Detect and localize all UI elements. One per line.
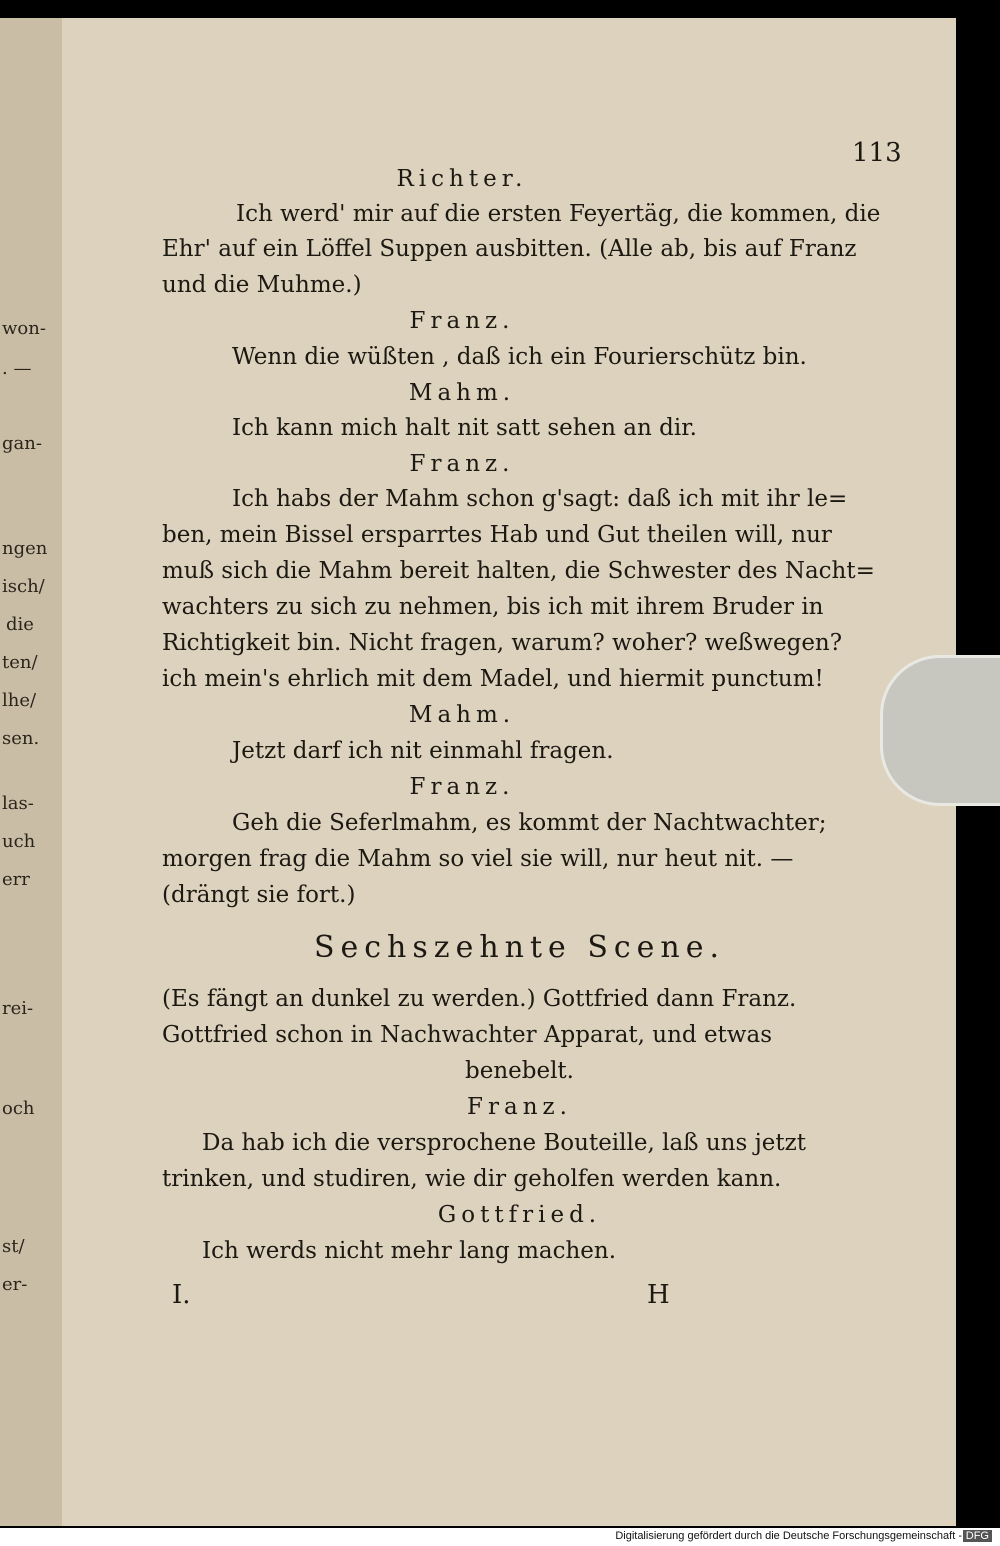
speaker-richter: Richter. (396, 166, 528, 192)
text-line: Richtigkeit bin. Nicht fragen, warum? woher? weßwegen? (162, 630, 843, 656)
speaker-gottfried: Gottfried. (437, 1202, 602, 1228)
text-line: Ich werd' mir auf die ersten Feyertäg, die kommen, die (236, 201, 881, 227)
signature-mark: I. (172, 1280, 191, 1310)
speaker-franz: Franz. (409, 451, 515, 477)
text-line: wachters zu sich zu nehmen, bis ich mit ihrem Bruder in (162, 594, 824, 620)
text-line: Ich habs der Mahm schon g'sagt: daß ich mit ihr le= (232, 486, 848, 512)
text-line: morgen frag die Mahm so viel sie will, nur heut nit. — (162, 846, 794, 872)
text-line: Ich werds nicht mehr lang machen. (202, 1238, 617, 1264)
speaker-mahm: Mahm. (408, 702, 516, 728)
dfg-logo-icon: DFG (963, 1530, 992, 1542)
text-line: und die Muhme.) (162, 272, 362, 298)
speaker-mahm: Mahm. (408, 380, 516, 406)
text-line: Wenn die wüßten , daß ich ein Fourierschütz bin. (232, 344, 807, 370)
text-line: ich mein's ehrlich mit dem Madel, und hiermit punctum! (162, 666, 824, 692)
margin-fragment: st/ (2, 1236, 25, 1257)
catchword: H (647, 1280, 670, 1310)
margin-fragment: sen. (2, 728, 40, 749)
text-line: Da hab ich die versprochene Bouteille, laß uns jetzt (202, 1130, 806, 1156)
margin-fragment: er- (2, 1274, 28, 1295)
margin-fragment: isch/ (2, 576, 45, 597)
margin-fragment: las- (2, 793, 34, 814)
margin-fragment: gan- (2, 433, 42, 454)
text-line: Ich kann mich halt nit satt sehen an dir. (232, 415, 697, 441)
margin-fragment: ngen (2, 538, 48, 559)
margin-fragment: die (6, 614, 34, 635)
text-line: Ehr' auf ein Löffel Suppen ausbitten. (Alle ab, bis auf Franz (162, 236, 857, 262)
stage-direction: Gottfried schon in Nachwachter Apparat, und etwas (162, 1022, 773, 1048)
margin-fragment: och (2, 1098, 35, 1119)
text-line: Jetzt darf ich nit einmahl fragen. (232, 738, 614, 764)
footer-bar (0, 1528, 1000, 1546)
page-clip (880, 655, 1000, 806)
book-page (62, 18, 956, 1526)
margin-fragment: err (2, 869, 30, 890)
stage-direction: benebelt. (464, 1058, 574, 1084)
page-number: 113 (852, 138, 902, 168)
margin-fragment: ten/ (2, 652, 38, 673)
text-line: Geh die Seferlmahm, es kommt der Nachtwachter; (232, 810, 827, 836)
margin-fragment: uch (2, 831, 36, 852)
margin-fragment: lhe/ (2, 690, 37, 711)
text-line: trinken, und studiren, wie dir geholfen werden kann. (162, 1166, 782, 1192)
left-page-fragments (0, 18, 64, 1526)
text-line: muß sich die Mahm bereit halten, die Schwester des Nacht= (162, 558, 875, 584)
stage-direction: (Es fängt an dunkel zu werden.) Gottfried dann Franz. (162, 986, 797, 1012)
speaker-franz: Franz. (409, 774, 515, 800)
text-line: ben, mein Bissel ersparrtes Hab und Gut theilen will, nur (162, 522, 832, 548)
footer-credit: Digitalisierung gefördert durch die Deutsche Forschungsgemeinschaft - (615, 1530, 962, 1542)
margin-fragment: rei- (2, 998, 34, 1019)
text-line: (drängt sie fort.) (162, 882, 356, 908)
margin-fragment: won- (2, 318, 46, 339)
speaker-franz: Franz. (467, 1094, 572, 1120)
scene-heading: Sechszehnte Scene. (313, 930, 726, 965)
speaker-franz: Franz. (409, 308, 515, 334)
margin-fragment: . — (2, 358, 32, 379)
